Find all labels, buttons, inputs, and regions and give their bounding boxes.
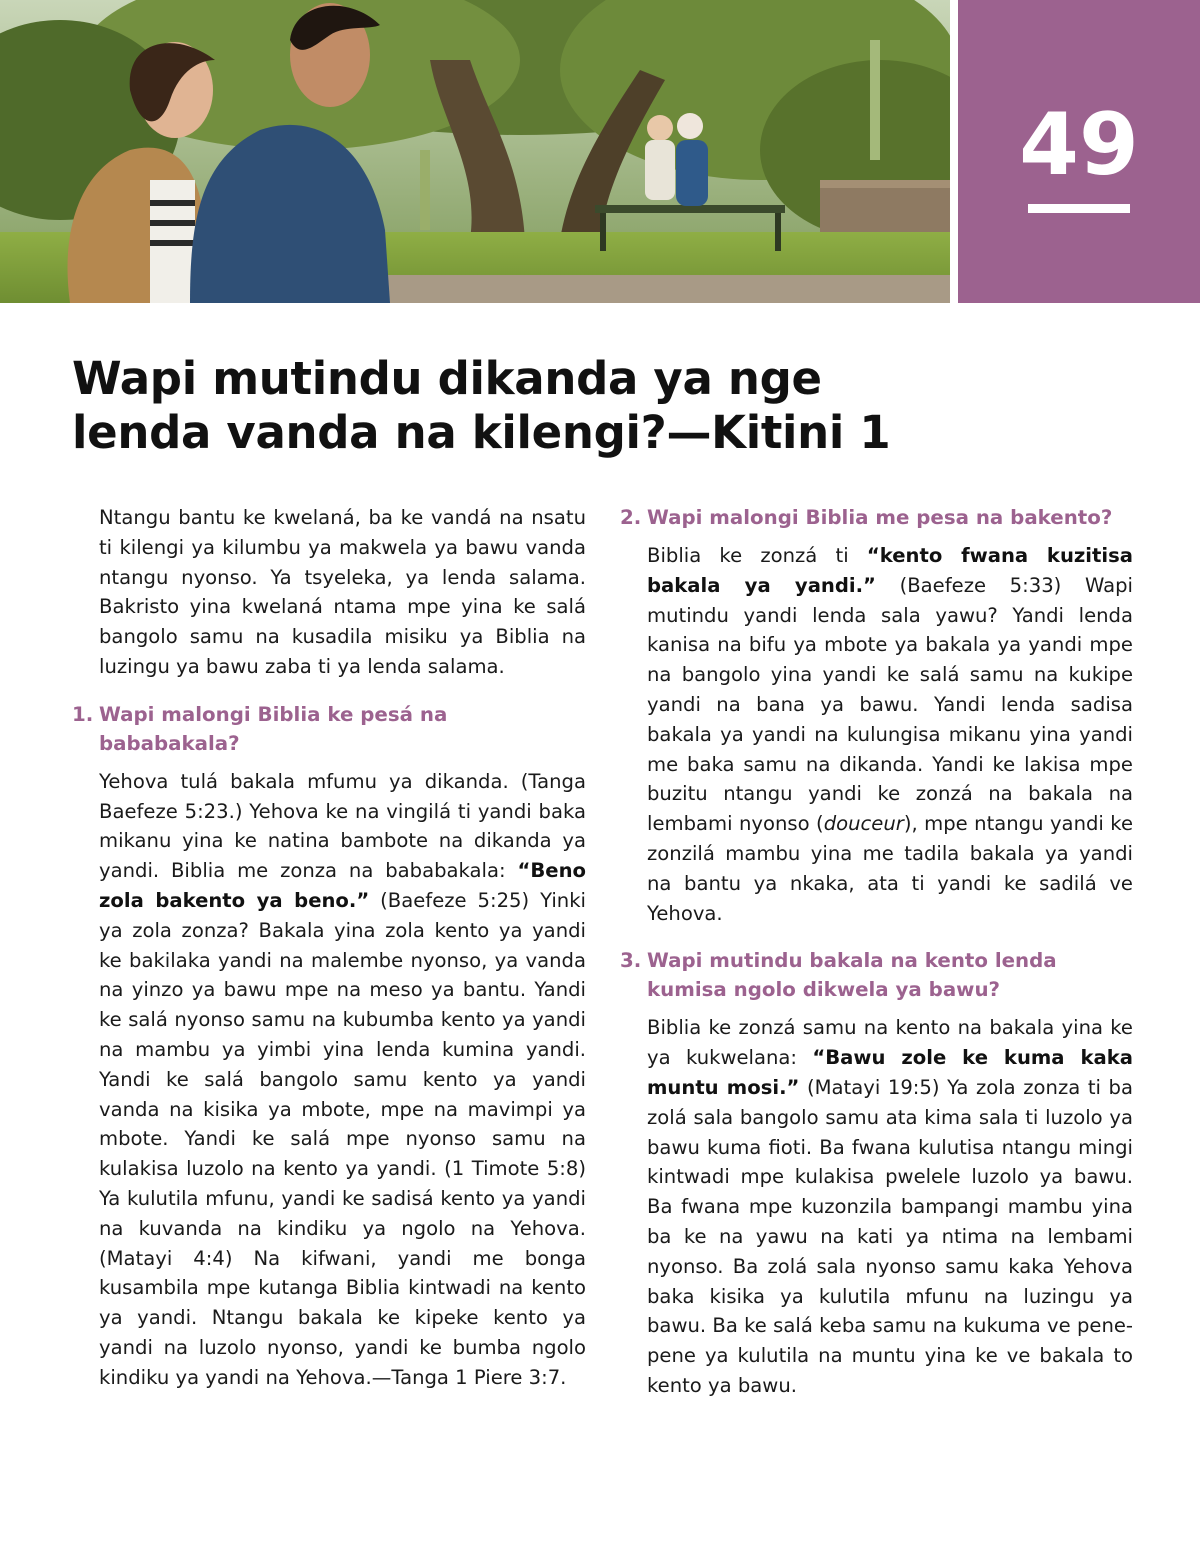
answer-1-quote: “Beno zola bakento ya beno.”	[99, 859, 586, 912]
answer-2-text-b: (Baefeze 5:33) Wapi mutindu yandi lenda sala yawu? Yandi lenda kanisa na bifu ya mbote ya bakala ya yandi mpe na bangolo yina yandi ke salá samu na kukipe yandi na bana ya bawu. Yandi lenda sadisa bakala ya yandi na kulungisa mikanu yina yandi me baka samu na dikanda. Yandi ke lakisa mpe buzitu ntangu yandi ke zonzá na bakala na lembami nyonso (	[647, 573, 1133, 836]
answer-3-paragraph	[620, 1013, 1133, 1400]
answer-1-paragraph	[72, 767, 586, 1393]
question-3-text	[647, 946, 1133, 1004]
hero-photo	[0, 0, 950, 303]
answer-3-quote: “Bawu zole ke kuma kaka muntu mosi.”	[647, 1046, 1133, 1099]
title-line-1: Wapi mutindu dikanda ya nge	[72, 352, 822, 405]
lesson-number: 49	[1019, 95, 1139, 195]
answer-3-text-a: Biblia ke zonzá samu na kento na bakala yina ke ya kukwelana:	[647, 1016, 1133, 1070]
intro-paragraph: Ntangu bantu ke kwelaná, ba ke vandá na nsatu ti kilengi ya kilumbu ya makwela ya bawu vanda ntangu nyonso. Ya tsyeleka, ya lenda salama. Bakristo yina kwelaná ntama mpe yina ke salá bangolo samu na kusadila misiku ya Biblia na luzingu ya bawu zaba ti ya lenda salama.	[99, 506, 586, 678]
lesson-number-underline	[1028, 204, 1130, 213]
question-2	[620, 503, 1133, 532]
answer-2-text-a: Biblia ke zonzá ti	[647, 544, 867, 567]
question-1-number: 1.	[72, 702, 94, 726]
question-3	[620, 946, 1133, 1004]
question-3-line-2: kumisa ngolo dikwela ya bawu?	[647, 978, 1001, 1002]
page-title	[72, 352, 932, 460]
answer-2-paragraph	[620, 541, 1133, 928]
question-1	[72, 700, 586, 758]
lesson-number-box	[958, 0, 1200, 303]
left-column	[72, 503, 586, 1393]
park-couple-illustration	[0, 0, 950, 303]
answer-2-emphasis: douceur	[823, 812, 904, 836]
right-column	[620, 503, 1133, 1401]
question-2-text: Wapi malongi Biblia me pesa na bakento?	[647, 506, 1113, 529]
answer-2-text-c: ), mpe ntangu yandi ke zonzilá mambu yina me tadila bakala ya yandi na bantu ya nkaka, ata ti yandi ke sadilá ve Yehova.	[647, 812, 1133, 925]
title-line-2: lenda vanda na kilengi?—Kitini 1	[72, 406, 891, 459]
question-1-text: Wapi malongi Biblia ke pesá na bababakala?	[99, 702, 448, 755]
answer-1-text-b: (Baefeze 5:25) Yinki ya zola zonza? Bakala yina zola kento ya yandi ke bakilaka yandi na malembe nyonso, ya vanda na yinzo ya bawu mpe na meso ya bantu. Yandi ke salá nyonso samu na kubumba kento ya yandi na mambu ya yimbi yina lenda kumina yandi. Yandi ke salá bangolo samu kento ya yandi vanda na kisika ya mbote, mpe na mavimpi ya mbote. Yandi ke salá mpe nyonso samu na kulakisa luzolo na kento ya yandi. (1 Timote 5:8) Ya kulutila mfunu, yandi ke sadisá kento ya yandi na kuvanda na kindiku ya ngolo na Yehova. (Matayi 4:4) Na kifwani, yandi me bonga kusambila mpe kutanga Biblia kintwadi na kento ya yandi. Ntangu bakala ke kipeke kento ya yandi na luzolo nyonso, yandi ke bumba ngolo kindiku ya yandi na Yehova.—Tanga 1 Piere 3:7.	[99, 888, 586, 1389]
question-3-line-1: Wapi mutindu bakala na kento lenda	[647, 949, 1057, 973]
question-3-number: 3.	[620, 949, 642, 973]
answer-1-text-a: Yehova tulá bakala mfumu ya dikanda. (Tanga Baefeze 5:23.) Yehova ke na vingilá ti yandi baka mikanu yina ke natina bambote na dikanda ya yandi. Biblia me zonza na bababakala:	[99, 769, 586, 883]
question-2-number: 2.	[620, 506, 642, 529]
answer-2-quote: “kento fwana kuzitisa bakala ya yandi.”	[647, 544, 1133, 597]
answer-3-text-b: (Matayi 19:5) Ya zola zonza ti ba zolá sala bangolo samu ata kima sala ti luzolo ya bawu kuma fioti. Ba fwana kulutisa ntangu mingi kintwadi mpe kulakisa pwelele luzolo ya bawu. Ba fwana mpe kuzonzila bampangi mambu yina ba ke na yawu na kati ya ntima na lembami nyonso. Ba zolá sala nyonso samu kaka Yehova baka kisika ya kulutila mfunu na luzingu ya bawu. Ba ke salá keba samu na kukuma ve pene-pene ya kulutila na muntu yina ke ve bakala to kento ya bawu.	[647, 1075, 1133, 1397]
